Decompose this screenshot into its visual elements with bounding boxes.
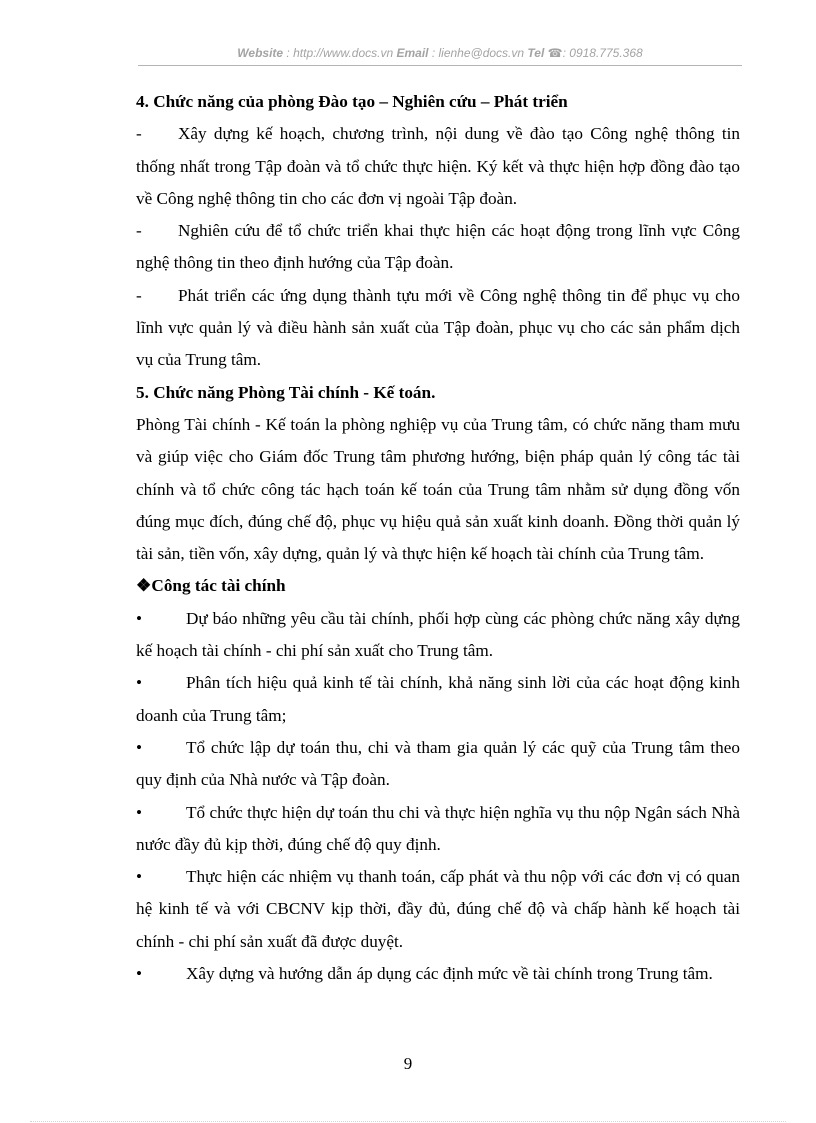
bullet-marker: • xyxy=(136,867,143,887)
bullet-marker: • xyxy=(136,964,143,984)
section-4-item xyxy=(136,118,740,215)
section-4-item xyxy=(136,215,740,280)
finance-item xyxy=(136,861,740,958)
bullet-marker: • xyxy=(136,673,143,693)
item-text: Xây dựng và hướng dẫn áp dụng các định mức về tài chính trong Trung tâm. xyxy=(186,964,713,984)
section-5-heading: 5. Chức năng Phòng Tài chính - Kế toán. xyxy=(136,382,436,402)
email-label: Email xyxy=(396,46,429,60)
telephone-icon: ☎ xyxy=(547,46,563,60)
section-4-item xyxy=(136,280,740,377)
finance-heading-text: Công tác tài chính xyxy=(151,576,286,596)
item-text: Thực hiện các nhiệm vụ thanh toán, cấp phát và thu nộp với các đơn vị có quan hệ kinh tế và với CBCNV kịp thời, đầy đủ, đúng chế độ và chấp hành kế hoạch tài chính - chi phí sản xuất đã được duyệt. xyxy=(136,867,740,951)
page-header xyxy=(138,46,742,60)
item-text: Phân tích hiệu quả kinh tế tài chính, khả năng sinh lời của các hoạt động kinh doanh của Trung tâm; xyxy=(136,673,740,725)
header-divider xyxy=(138,65,742,66)
website-value: : http://www.docs.vn xyxy=(283,46,397,60)
website-label: Website xyxy=(237,46,284,60)
finance-heading xyxy=(136,570,740,602)
finance-item xyxy=(136,667,740,732)
bullet-marker: • xyxy=(136,737,143,757)
section-4-heading: 4. Chức năng của phòng Đào tạo – Nghiên cứu – Phát triển xyxy=(136,92,568,111)
item-text: Tổ chức lập dự toán thu, chi và tham gia quản lý các quỹ của Trung tâm theo quy định của Nhà nước và Tập đoàn. xyxy=(136,737,740,790)
item-text: Tổ chức thực hiện dự toán thu chi và thực hiện nghĩa vụ thu nộp Ngân sách Nhà nước đầy đủ kịp thời, đúng chế độ quy định. xyxy=(136,802,740,854)
section-5-paragraph: Phòng Tài chính - Kế toán la phòng nghiệp vụ của Trung tâm, có chức năng tham mưu và giúp việc cho Giám đốc Trung tâm phương hướng, biện pháp quản lý công tác tài chính và tổ chức công tác hạch toán kế toán của Trung tâm nhằm sử dụng đồng vốn đúng mục đích, đúng chế độ, phục vụ hiệu quả sản xuất kinh doanh. Đồng thời quản lý tài sản, tiền vốn, xây dựng, quản lý và thực hiện kế hoạch tài chính của Trung tâm. xyxy=(136,414,740,564)
dash-marker: - xyxy=(136,221,142,241)
footer-divider xyxy=(30,1121,786,1122)
item-text: Dự báo những yêu cầu tài chính, phối hợp cùng các phòng chức năng xây dựng kế hoạch tài chính - chi phí sản xuất cho Trung tâm. xyxy=(136,608,740,661)
page-number: 9 xyxy=(403,1054,413,1073)
item-text: Nghiên cứu để tổ chức triển khai thực hiện các hoạt động trong lĩnh vực Công nghệ thông tin theo định hướng của Tập đoàn. xyxy=(136,221,740,273)
email-value: : lienhe@docs.vn xyxy=(428,46,528,60)
tel-label: Tel xyxy=(527,46,545,60)
finance-item xyxy=(136,958,740,990)
finance-item xyxy=(136,797,740,862)
document-body xyxy=(136,86,740,990)
finance-item xyxy=(136,732,740,797)
finance-item xyxy=(136,603,740,668)
bullet-marker: • xyxy=(136,608,143,628)
dash-marker: - xyxy=(136,285,142,305)
bullet-marker: • xyxy=(136,802,143,822)
item-text: Phát triển các ứng dụng thành tựu mới về Công nghệ thông tin để phục vụ cho lĩnh vực quản lý và điều hành sản xuất của Tập đoàn, phục vụ cho các sản phẩm dịch vụ của Trung tâm. xyxy=(136,285,740,370)
diamond-bullet-icon: ❖ xyxy=(136,576,152,596)
dash-marker: - xyxy=(136,124,142,144)
tel-value: : 0918.775.368 xyxy=(562,46,643,60)
item-text: Xây dựng kế hoạch, chương trình, nội dung về đào tạo Công nghệ thông tin thống nhất trong Tập đoàn và tổ chức thực hiện. Ký kết và thực hiện hợp đồng đào tạo về Công nghệ thông tin cho các đơn vị ngoài Tập đoàn. xyxy=(136,124,740,208)
